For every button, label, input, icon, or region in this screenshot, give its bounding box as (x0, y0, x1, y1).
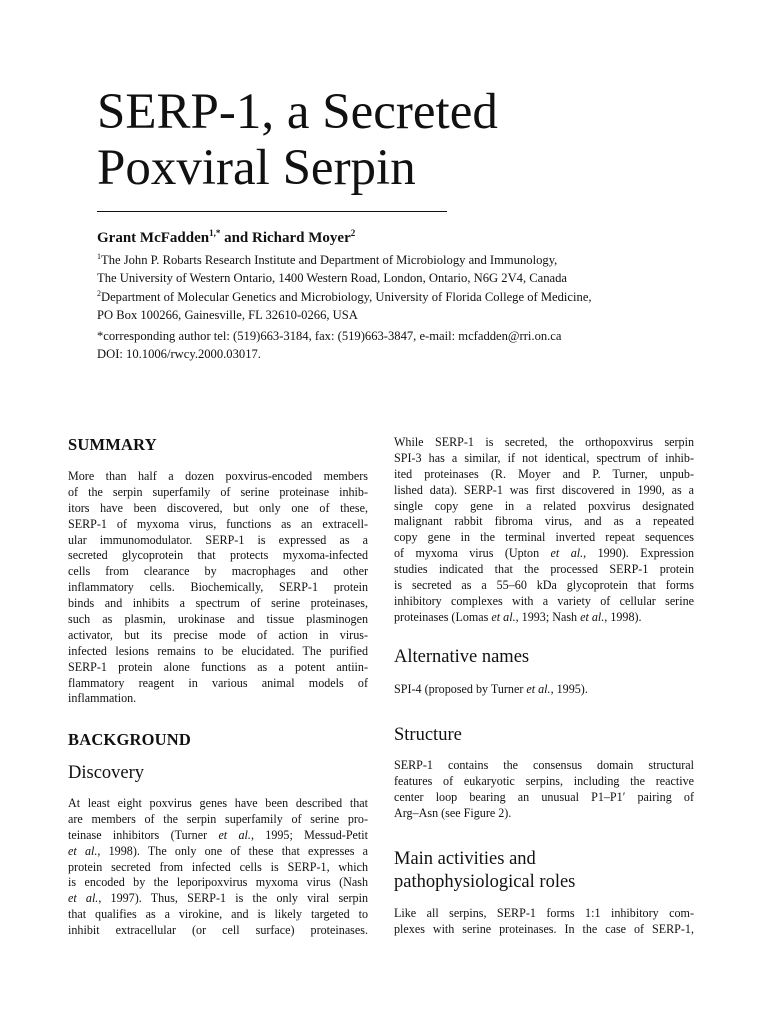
paragraph-line: that qualifies as a virokine, and is likely targeted to (68, 907, 368, 922)
structure-paragraph (394, 758, 694, 822)
paragraph-line: teinase inhibitors (Turner et al., 1995; Messud-Petit (68, 827, 368, 842)
paragraph-line: proteinases (Lomas et al., 1993; Nash et al., 1998). (394, 609, 642, 624)
paragraph-line: single copy gene in a related poxvirus designated (394, 498, 694, 513)
affiliation-text: The University of Western Ontario, 1400 Western Road, London, Ontario, N6G 2V4, Canada (97, 271, 568, 285)
section-heading-summary: SUMMARY (68, 435, 157, 454)
paragraph-line: While SERP-1 is secreted, the orthopoxvirus serpin (394, 435, 694, 449)
doi (97, 345, 697, 363)
affiliation-text: Department of Molecular Genetics and Microbiology, University of Florida College of Medicine, (101, 290, 592, 304)
paragraph-line: of the serpin superfamily of serine proteinase inhib- (68, 484, 368, 499)
paragraph-line: flammatory reagent in various animal models of (68, 675, 368, 690)
article-title-line-2: Poxviral Serpin (97, 140, 416, 196)
author-conjunction: and (220, 230, 253, 246)
paragraph-line: SERP-1 protein alone functions as a potent antiin- (68, 659, 368, 674)
paragraph-line: studies indicated that the processed SERP-1 protein (394, 562, 694, 577)
paragraph-line: such as plasmin, urokinase and tissue plasminogen (68, 612, 368, 627)
subsection-heading-main-activities: Main activities and pathophysiological roles (394, 849, 576, 892)
article-title-line-1: SERP-1, a Secreted (97, 84, 498, 140)
paragraph-line: SPI-3 has a similar, if not identical, spectrum of inhib- (394, 450, 694, 465)
summary-paragraph (68, 469, 368, 707)
author-list (97, 228, 697, 248)
paragraph-line: binds and inhibits a spectrum of serine proteinases, (68, 596, 368, 611)
section-heading-background: BACKGROUND (68, 730, 192, 749)
paragraph-line: secreted glycoprotein that protects myxoma-infected (68, 548, 368, 563)
article-title (97, 84, 697, 196)
paragraph-line: is secreted as a 55–60 kDa glycoprotein that forms (394, 578, 694, 593)
paragraph-line: protein secreted from infected cells is SERP-1, which (68, 859, 368, 874)
paragraph-line: Arg–Asn (see Figure 2). (394, 805, 512, 820)
discovery-paragraph (68, 796, 368, 939)
paragraph-line: inflammation. (68, 691, 137, 706)
subsection-heading-structure: Structure (394, 725, 462, 745)
paragraph-line: SERP-1 contains the consensus domain structural (394, 758, 694, 772)
paragraph-line: plexes with serine proteinases. In the case of SERP-1, (394, 921, 694, 936)
subsection-heading-discovery: Discovery (68, 763, 145, 783)
alternative-names-paragraph (394, 682, 694, 698)
paragraph-line: copy gene in the terminal inverted repeat sequences (394, 530, 694, 545)
paragraph-line: inhibitory complexes with a variety of cellular serine (394, 593, 694, 608)
author-name: Richard Moyer (252, 230, 351, 246)
paragraph-line: et al., 1997). Thus, SERP-1 is the only viral serpin (68, 891, 369, 906)
main-activities-paragraph (394, 906, 694, 938)
paragraph-line: itors have been discovered, but only one of these, (68, 500, 368, 515)
paragraph-line: ited proteinases (R. Moyer and P. Turner, unpub- (394, 466, 694, 481)
paragraph-line: cells from clearance by macrophages and other (68, 564, 368, 579)
paragraph-line: ular immunomodulator. SERP-1 is expressed as a (68, 532, 368, 547)
paragraph-line: of myxoma virus (Upton et al., 1990). Expression (394, 546, 694, 561)
doi-text: DOI: 10.1006/rwcy.2000.03017. (97, 347, 261, 361)
paragraph-line: activator, but its precise mode of action in virus- (68, 627, 368, 642)
author-affiliation-mark: 2 (350, 228, 356, 238)
paragraph-line: At least eight poxvirus genes have been described that (68, 796, 368, 810)
paragraph-line: SERP-1 of myxoma virus, functions as an extracell- (68, 516, 368, 531)
affiliation-1 (97, 251, 697, 287)
paragraph-line: More than half a dozen poxvirus-encoded members (68, 469, 368, 483)
paragraph-line: Like all serpins, SERP-1 forms 1:1 inhibitory com- (394, 906, 694, 920)
paragraph-line: et al., 1998). The only one of these that expresses a (68, 843, 368, 858)
affiliation-2 (97, 288, 697, 324)
affiliation-text: The John P. Robarts Research Institute and Department of Microbiology and Immunology, (101, 253, 558, 267)
affiliation-mark: 1 (97, 251, 101, 261)
author-affiliation-mark: 1,* (209, 228, 221, 238)
affiliation-text: PO Box 100266, Gainesville, FL 32610-0266, USA (97, 308, 358, 322)
contact-text: *corresponding author tel: (519)663-3184, fax: (519)663-3847, e-mail: mcfadden@rri.on.ca (97, 329, 562, 343)
paragraph-line: are members of the serpin superfamily of serine pro- (68, 811, 368, 826)
paragraph-line: malignant rabbit fibroma virus, and as a repeated (394, 514, 694, 529)
paragraph-line: SPI-4 (proposed by Turner et al., 1995). (394, 682, 588, 696)
paragraph-line: lished data). SERP-1 was first discovered in 1990, as a (394, 482, 694, 497)
paragraph-line: is encoded by the leporipoxvirus myxoma virus (Nash (68, 875, 368, 890)
intro-paragraph (394, 435, 694, 626)
paragraph-line: infected lesions remains to be elucidated. The purified (68, 643, 368, 658)
corresponding-author (97, 327, 697, 345)
affiliation-mark: 2 (97, 288, 101, 298)
paragraph-line: center loop bearing an unusual P1–P1′ pairing of (394, 789, 694, 804)
paragraph-line: inflammatory cells. Biochemically, SERP-1 protein (68, 580, 368, 595)
subsection-heading-alternative-names: Alternative names (394, 647, 530, 667)
paragraph-line: inhibit extracellular (or cell surface) proteinases. (68, 923, 368, 938)
paragraph-line: features of eukaryotic serpins, including the reactive (394, 773, 694, 788)
author-name: Grant McFadden (97, 230, 210, 246)
title-divider (97, 211, 447, 212)
